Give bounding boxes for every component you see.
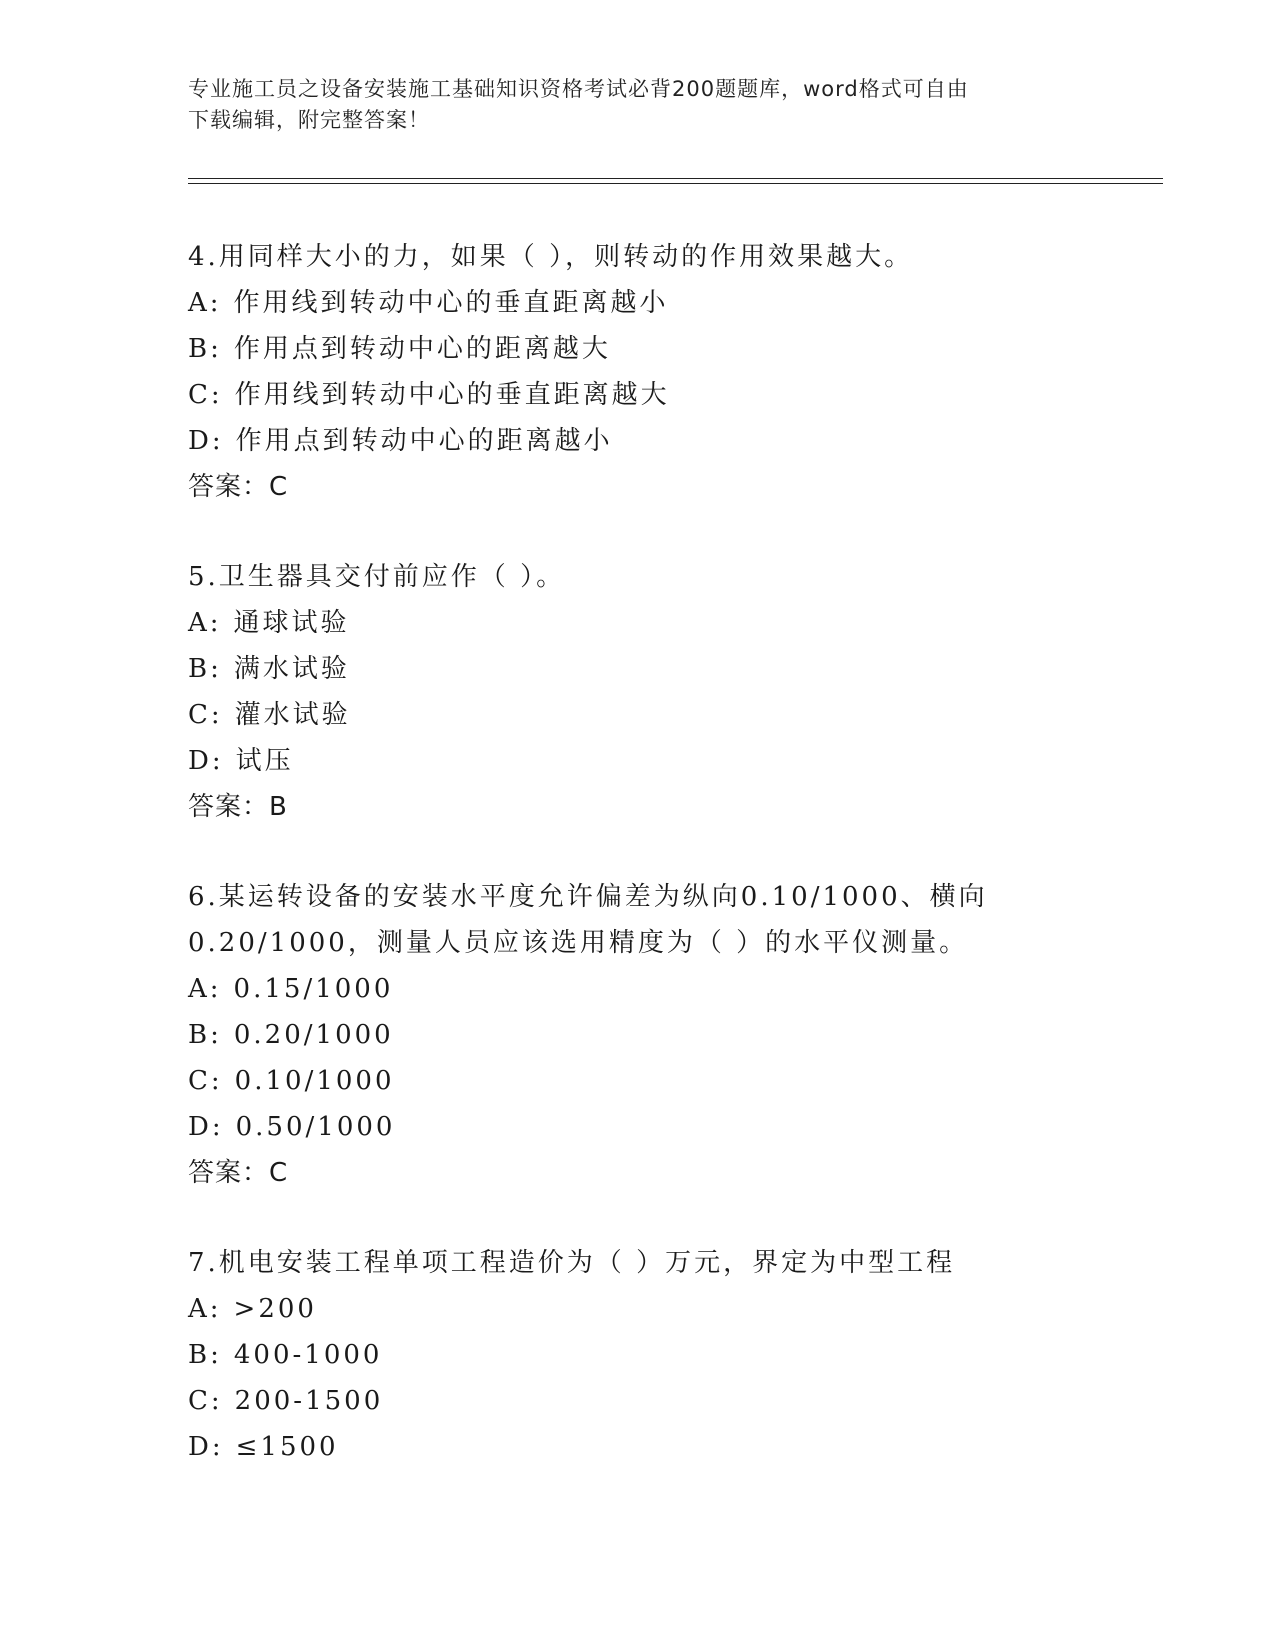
option-text: 0.50/1000 [235,1112,396,1142]
option-a [188,600,1188,646]
option-text: 灌水试验 [234,700,351,730]
option-text: 作用点到转动中心的距离越大 [233,334,611,364]
question-stem: 7.机电安装工程单项工程造价为（ ）万元，界定为中型工程 [188,1248,956,1278]
option-b [188,326,1188,372]
option-text: >200 [233,1294,317,1324]
question-stem: 6.某运转设备的安装水平度允许偏差为纵向0.10/1000、横向 [188,882,988,912]
option-key: D [188,1112,212,1142]
option-separator: : [211,1112,224,1142]
option-text: 作用线到转动中心的垂直距离越大 [234,380,670,410]
option-d [188,1424,1188,1470]
option-key: A [188,974,210,1004]
option-a [188,280,1188,326]
header-line: 下载编辑，附完整答案！ [188,108,430,132]
option-a [188,1286,1188,1332]
option-separator: : [210,654,222,684]
option-text: 0.10/1000 [234,1066,395,1096]
option-separator: : [209,288,222,318]
question-stem: 5.卫生器具交付前应作（ ）。 [188,562,566,592]
option-separator: : [211,426,224,456]
question-stem: 0.20/1000，测量人员应该选用精度为（ ）的水平仪测量。 [188,928,969,958]
option-a [188,966,1188,1012]
header-divider [188,183,1163,184]
option-d [188,1104,1188,1150]
option-separator: : [210,334,222,364]
option-c [188,1058,1188,1104]
question-block [188,874,1188,1196]
option-key: C [188,1386,211,1416]
option-key: A [188,1294,210,1324]
header-line: 专业施工员之设备安装施工基础知识资格考试必背200题题库，word格式可自由 [188,77,969,101]
option-text: 0.20/1000 [233,1020,394,1050]
option-separator: : [210,1020,222,1050]
option-text: 试压 [235,746,294,776]
option-key: C [188,700,211,730]
answer-line: 答案：C [188,1158,289,1188]
option-separator: : [209,1294,222,1324]
option-text: 作用点到转动中心的距离越小 [235,426,613,456]
option-c [188,1378,1188,1424]
option-text: 作用线到转动中心的垂直距离越小 [233,288,669,318]
option-text: 0.15/1000 [233,974,394,1004]
option-b [188,1012,1188,1058]
option-key: C [188,380,211,410]
option-separator: : [210,380,223,410]
header-divider [188,178,1163,179]
answer-line: 答案：C [188,472,289,502]
option-c [188,692,1188,738]
option-text: 200-1500 [234,1386,384,1416]
option-key: D [188,1432,212,1462]
option-separator: : [209,608,222,638]
option-key: A [188,288,210,318]
document-header [188,74,1088,136]
option-key: A [188,608,210,638]
option-separator: : [210,700,223,730]
option-key: B [188,1020,211,1050]
question-block [188,1240,1188,1470]
option-separator: : [211,746,224,776]
question-stem: 4.用同样大小的力，如果（ ），则转动的作用效果越大。 [188,242,914,272]
option-key: D [188,426,212,456]
option-b [188,646,1188,692]
option-d [188,738,1188,784]
option-key: C [188,1066,211,1096]
option-key: D [188,746,212,776]
answer-line: 答案：B [188,792,288,822]
option-separator: : [209,974,222,1004]
option-key: B [188,334,211,364]
option-separator: : [210,1340,222,1370]
option-text: 400-1000 [233,1340,383,1370]
option-c [188,372,1188,418]
option-separator: : [210,1066,223,1096]
option-text: 通球试验 [233,608,350,638]
option-d [188,418,1188,464]
option-separator: : [210,1386,223,1416]
option-text: 满水试验 [233,654,350,684]
option-text: ≤1500 [235,1432,339,1462]
option-b [188,1332,1188,1378]
question-block [188,554,1188,830]
option-key: B [188,1340,211,1370]
question-block [188,234,1188,510]
option-key: B [188,654,211,684]
option-separator: : [211,1432,224,1462]
